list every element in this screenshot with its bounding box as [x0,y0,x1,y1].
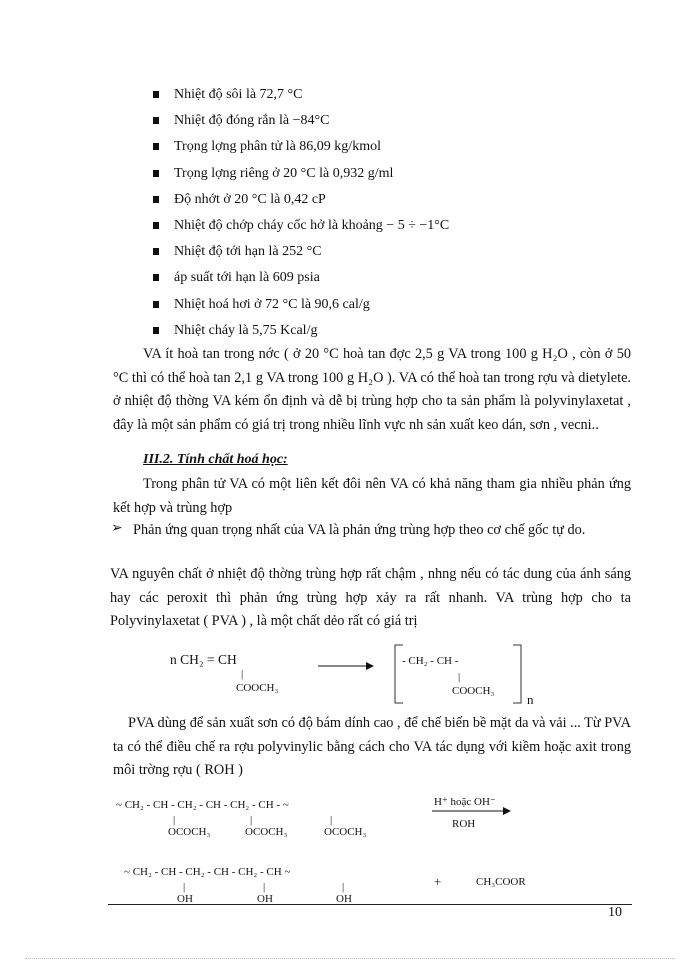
polymerization-note: Phản ứng quan trọng nhất của VA là phản ứng trùng hợp theo cơ chế gốc tự do. [133,522,586,538]
bond-line: | [250,814,253,826]
bond-line: | [330,814,333,826]
bond-line: | [173,814,176,826]
section-heading: III.2. Tính chất hoá học: [143,452,288,467]
property-text: Nhiệt hoá hơi ở 72 °C là 90,6 cal/g [174,296,370,312]
right-bracket [513,645,521,703]
condition-catalyst: H⁺ hoặc OH⁻ [434,796,496,808]
monomer-formula: n CH₂ = CH [170,652,237,667]
property-text: Nhiệt độ tới hạn là 252 °C [174,244,322,260]
pva-chain: ~ CH₂ - CH - CH₂ - CH - CH₂ - CH - ~ [116,799,289,811]
hydroxyl-group: OH [257,893,273,905]
left-bracket [395,645,403,703]
pvoh-chain: ~ CH₂ - CH - CH₂ - CH - CH₂ - CH ~ [124,866,291,878]
property-text: Nhiệt độ chớp cháy cốc hở là khoảng − 5 ÷ −1°C [174,217,450,233]
polymerization-paragraph: VA nguyên chất ở nhiệt độ thờng trùng hợp rất chậm , nhng nếu có tác dung của ánh sáng hay các peroxit thì phản ứng trùng hợp xảy ra rất nhanh. VA trùng hợp cho ta Polyvinylaxetat ( PVA ) , là một chất dẻo rất có giá trị [110,566,631,629]
hydroxyl-group: OH [177,893,193,905]
page-edge [25,958,675,959]
byproduct-formula: CH₃COOR [476,876,526,888]
acetate-group: OCOCH₃ [168,826,211,838]
plus-sign: + [434,874,442,889]
property-text: Trọng lợng phân tử là 86,09 kg/kmol [174,139,381,155]
bond-line: | [241,668,244,680]
bond-line: | [342,881,345,893]
acetate-group: OCOCH₃ [324,826,367,838]
hydroxyl-group: OH [336,893,352,905]
property-text: áp suất tới hạn là 609 psia [174,270,320,286]
property-text: Nhiệt cháy là 5,75 Kcal/g [174,322,318,338]
bond-line: | [183,881,186,893]
footer-rule [108,904,632,905]
polymer-chain: - CH₂ - CH - [402,655,459,667]
bond-line: | [458,671,461,683]
chemical-intro-paragraph: Trong phân tử VA có một liên kết đôi nên VA có khả năng tham gia nhiều phản ứng kết hợp và trùng hợp [113,476,631,516]
condition-solvent: ROH [452,818,476,830]
page-number: 10 [608,905,622,920]
monomer-substituent: COOCH₃ [236,682,279,694]
property-text: Độ nhớt ở 20 °C là 0,42 cP [174,191,326,207]
repeat-subscript: n [527,692,534,707]
property-text: Trọng lợng riêng ở 20 °C là 0,932 g/ml [174,165,394,181]
property-text: Nhiệt độ đóng rắn là −84°C [174,113,330,129]
solubility-paragraph: VA ít hoà tan trong nớc ( ở 20 °C hoà tan đợc 2,5 g VA trong 100 g H₂O , còn ở 50 °C thì có thể hoà tan 2,1 g VA trong 100 g H₂O ). VA có thể hoà tan trong rợu và dietylete. ở nhiệt độ thờng VA kém ổn định và dễ bị trùng hợp cho ta sản phẩm là polyvinylaxetat , đây là một sản phẩm có giá trị trong nhiều lĩnh vực nh sản xuất keo dán, sơn , vecni.. [113,346,631,433]
arrow-bullet-icon: ➢ [111,521,123,536]
polymer-substituent: COOCH₃ [452,685,495,697]
pva-paragraph: PVA dùng để sản xuất sơn có độ bám dính cao , để chế biến bề mặt da và vải ... Từ PVA ta có thể điều chế ra rợu polyvinylic bằng cách cho VA tác dụng với kiềm hoặc axit trong môi trờng rợu ( ROH ) [113,715,631,778]
property-text: Nhiệt độ sôi là 72,7 °C [174,87,303,102]
bond-line: | [263,881,266,893]
acetate-group: OCOCH₃ [245,826,288,838]
